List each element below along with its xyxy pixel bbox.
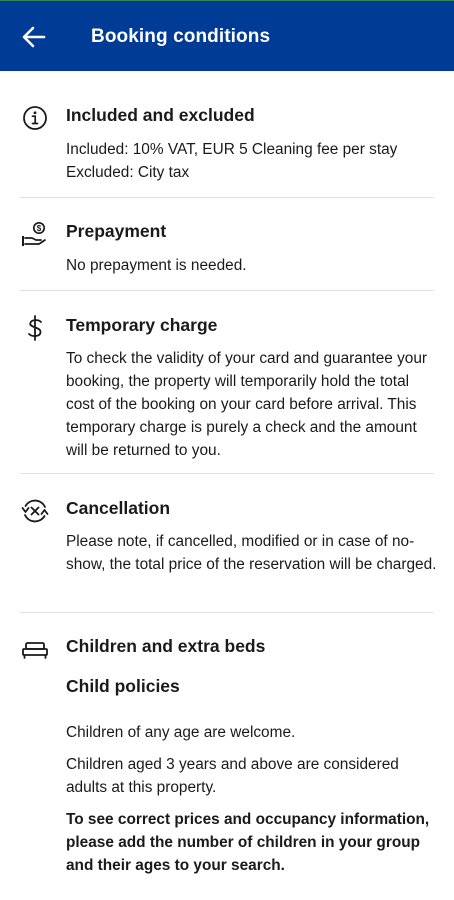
bed-icon bbox=[20, 634, 50, 664]
children-search-note: To see correct prices and occupancy information, please add the number of children in your group and their ages to your search. bbox=[66, 811, 430, 874]
dollar-icon bbox=[20, 313, 50, 343]
cancellation-text: Please note, if cancelled, modified or in case of no-show, the total price of the reservation will be charged. bbox=[66, 533, 437, 573]
children-welcome-text: Children of any age are welcome. bbox=[66, 724, 296, 741]
back-button[interactable] bbox=[20, 23, 48, 51]
cancel-cycle-icon bbox=[20, 496, 50, 526]
section-title: Cancellation bbox=[66, 498, 171, 518]
info-icon bbox=[20, 103, 50, 133]
children-age-text: Children aged 3 years and above are considered adults at this property. bbox=[66, 756, 399, 796]
temporary-charge-text: To check the validity of your card and guarantee your booking, the property will temporarily hold the total cost of the booking on your card before arrival. This temporary charge is purely a check and the amount will be returned to you. bbox=[66, 350, 428, 459]
page-title: Booking conditions bbox=[91, 26, 271, 47]
divider bbox=[20, 473, 434, 474]
section-title: Children and extra beds bbox=[66, 636, 266, 656]
child-policies-subtitle: Child policies bbox=[66, 676, 180, 696]
prepayment-text: No prepayment is needed. bbox=[66, 257, 247, 274]
included-line: Included: 10% VAT, EUR 5 Cleaning fee per stay bbox=[66, 141, 398, 158]
app-header bbox=[0, 0, 454, 71]
hand-coin-icon bbox=[20, 219, 50, 249]
excluded-line: Excluded: City tax bbox=[66, 164, 190, 181]
arrow-left-icon bbox=[20, 23, 48, 51]
section-title: Included and excluded bbox=[66, 105, 255, 125]
divider bbox=[20, 197, 434, 198]
divider bbox=[20, 612, 434, 613]
section-title: Prepayment bbox=[66, 221, 167, 241]
divider bbox=[20, 290, 434, 291]
svg-text:$: $ bbox=[36, 224, 42, 233]
section-title: Temporary charge bbox=[66, 315, 218, 335]
